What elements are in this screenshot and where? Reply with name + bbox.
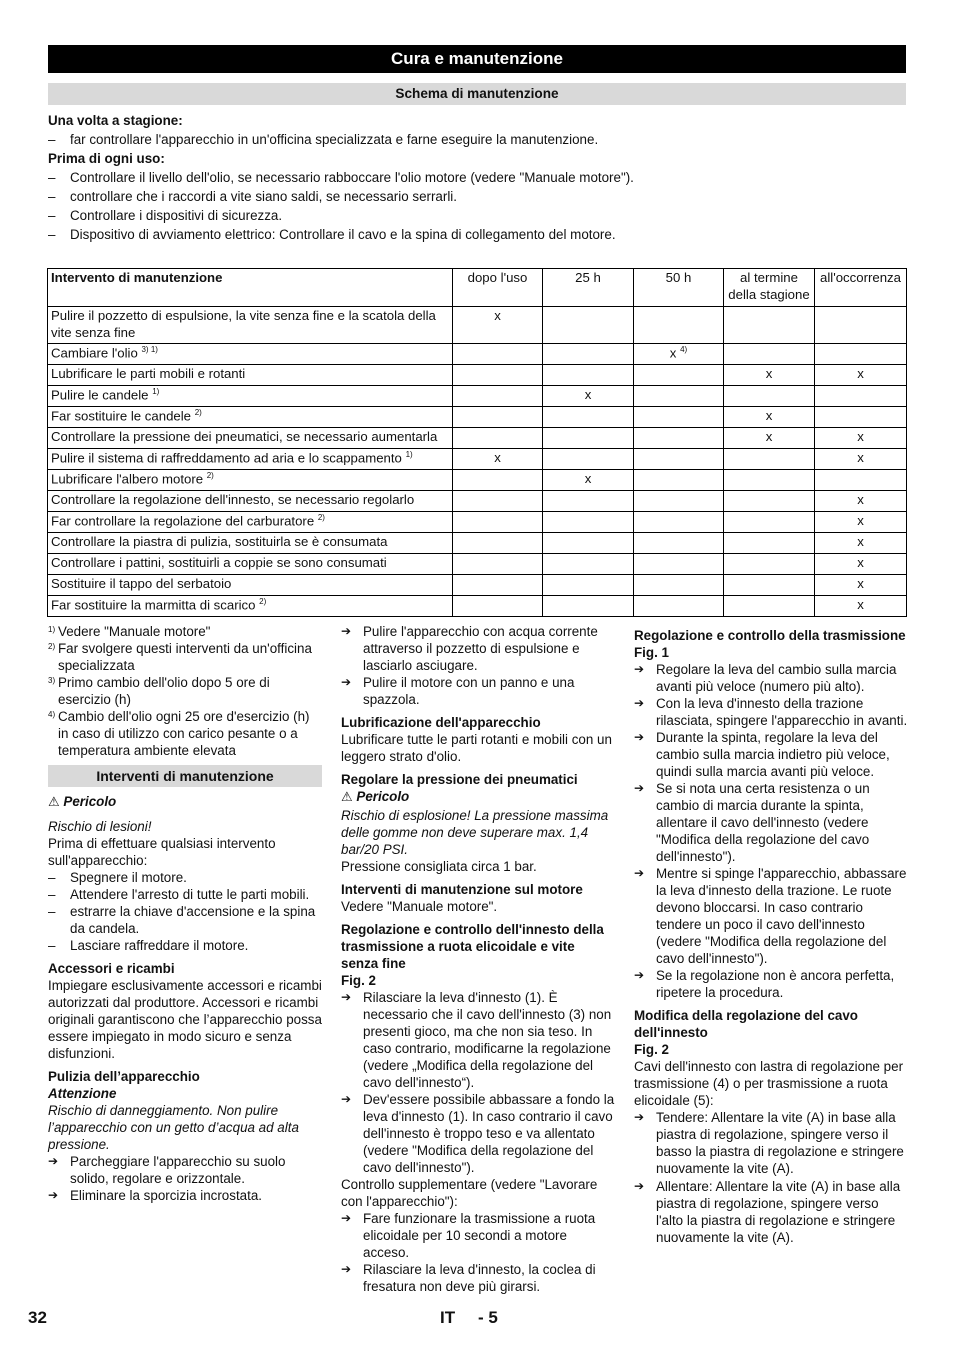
table-cell-mark: x	[815, 553, 907, 574]
table-cell-mark	[543, 532, 634, 553]
table-row	[48, 490, 907, 511]
table-cell-mark: x	[543, 469, 634, 490]
table-cell-task: Controllare la regolazione dell'innesto, se necessario regolarlo	[48, 490, 453, 511]
table-row	[48, 553, 907, 574]
step-item: ➔ Pulire l'apparecchio con acqua corrente attraverso il pozzetto di espulsione e lasciarlo asciugare.	[341, 623, 615, 674]
table-cell-mark	[724, 343, 815, 364]
table-cell-mark	[815, 343, 907, 364]
before-item: – Controllare i dispositivi di sicurezza.	[48, 206, 908, 225]
table-cell-mark: x	[815, 364, 907, 385]
table-cell-mark	[724, 511, 815, 532]
table-cell-mark	[815, 406, 907, 427]
table-cell-mark	[543, 307, 634, 344]
table-cell-mark: x	[815, 511, 907, 532]
modifica-text: Cavi dell'innesto con lastra di regolazione per trasmissione (4) o per trasmissione a ruota elicoidale (5):	[634, 1059, 904, 1109]
accessori-text: Impiegare esclusivamente accessori e ricambi autorizzati dal produttore. Accessori e ricambi originali garantiscono che l’apparecchio possa essere impiegato in modo sicuro e senza disfunzioni.	[48, 977, 322, 1061]
table-cell-task: Controllare la pressione dei pneumatici, se necessario aumentarla	[48, 427, 453, 448]
step-item: ➔ Pulire il motore con un panno e una spazzola.	[341, 674, 615, 708]
table-cell-mark: x	[724, 364, 815, 385]
page-subnumber: - 5	[478, 1308, 498, 1327]
table-cell-mark: x	[453, 307, 543, 344]
table-cell-mark	[453, 574, 543, 595]
pressione-text: Pressione consigliata circa 1 bar.	[341, 858, 537, 874]
table-cell-mark	[453, 469, 543, 490]
step-item: ➔ Allentare: Allentare la vite (A) in base alla piastra di regolazione, spingere verso l'alto la piastra di regolazione e stringere nuovamente la vite (A).	[634, 1178, 908, 1246]
table-cell-mark	[634, 448, 724, 469]
table-cell-mark	[724, 469, 815, 490]
table-cell-task: Lubrificare le parti mobili e rotanti	[48, 364, 453, 385]
table-cell-mark	[453, 343, 543, 364]
table-cell-mark	[724, 307, 815, 344]
table-cell-mark	[543, 343, 634, 364]
table-cell-mark	[634, 406, 724, 427]
table-cell-mark	[634, 385, 724, 406]
table-cell-task: Lubrificare l'albero motore $^{2)}$	[48, 469, 453, 490]
table-cell-mark	[724, 532, 815, 553]
table-cell-task: Pulire il pozzetto di espulsione, la vite senza fine e la scatola della vite senza fine	[48, 307, 453, 344]
table-cell-task: Far sostituire la marmitta di scarico $^{2)}$	[48, 595, 453, 616]
table-cell-mark	[634, 427, 724, 448]
table-cell-mark	[724, 553, 815, 574]
table-cell-mark	[453, 553, 543, 574]
step-item: ➔ Tendere: Allentare la vite (A) in base alla piastra di regolazione, spingere verso il basso la piastra di regolazione e stringere nuovamente la vite (A).	[634, 1109, 908, 1177]
step-item: ➔ Se la regolazione non è ancora perfetta, ripetere la procedura.	[634, 967, 908, 1001]
table-cell-mark	[634, 307, 724, 344]
trasmissione-heading: Regolazione e controllo della trasmissione	[634, 628, 906, 643]
table-header: 25 h	[543, 269, 634, 307]
list-item: – estrarre la chiave d'accensione e la spina da candela.	[48, 903, 322, 937]
footnote: 1) Vedere "Manuale motore"	[48, 624, 211, 639]
table-cell-mark	[634, 553, 724, 574]
step-item: ➔ Durante la spinta, regolare la leva del cambio sulla marcia indietro più veloce, quindi sulla marcia avanti più veloce.	[634, 729, 908, 780]
language-code: IT	[440, 1308, 456, 1327]
table-cell-mark	[453, 427, 543, 448]
table-cell-mark	[634, 511, 724, 532]
maintenance-table	[47, 268, 907, 617]
table-row	[48, 448, 907, 469]
table-cell-mark: x	[453, 448, 543, 469]
before-item: – Dispositivo di avviamento elettrico: Controllare il cavo e la spina di collegamento del motore.	[48, 225, 908, 244]
table-cell-mark	[724, 595, 815, 616]
footnote: 3) Primo cambio dell'olio dopo 5 ore di esercizio (h)	[48, 675, 270, 708]
table-cell-mark	[543, 427, 634, 448]
motore-text: Vedere "Manuale motore".	[341, 898, 498, 914]
list-item: – Spegnere il motore.	[48, 869, 322, 886]
before-heading: Prima di ogni uso:	[48, 151, 165, 166]
table-cell-mark	[543, 574, 634, 595]
fig-label: Fig. 2	[634, 1042, 669, 1058]
danger-note: ⚠ Pericolo	[341, 789, 410, 806]
table-row	[48, 595, 907, 616]
table-row	[48, 307, 907, 344]
before-item: – controllare che i raccordi a vite siano saldi, se necessario serrarli.	[48, 187, 908, 206]
table-cell-mark	[543, 448, 634, 469]
intro	[48, 111, 908, 244]
table-cell-mark	[724, 574, 815, 595]
table-header: 50 h	[634, 269, 724, 307]
table-cell-task: Far controllare la regolazione del carburatore $^{2)}$	[48, 511, 453, 532]
table-cell-task: Controllare la piastra di pulizia, sostituirla se è consumata	[48, 532, 453, 553]
table-cell-mark	[453, 385, 543, 406]
motore-heading: Interventi di manutenzione sul motore	[341, 881, 583, 897]
table-cell-mark: x	[815, 574, 907, 595]
table-cell-mark	[634, 532, 724, 553]
table-cell-task: Pulire il sistema di raffreddamento ad aria e lo scappamento $^{1)}$	[48, 448, 453, 469]
step-item: ➔ Con la leva d'innesto della trazione rilasciata, spingere l'apparecchio in avanti.	[634, 695, 908, 729]
table-header: dopo l'uso	[453, 269, 543, 307]
page-number: 32	[28, 1308, 47, 1327]
danger-intro: Prima di effettuare qualsiasi intervento sull'apparecchio:	[48, 835, 276, 868]
table-cell-mark: x	[724, 427, 815, 448]
table-header: Intervento di manutenzione	[48, 269, 453, 307]
step-item: ➔ Rilasciare la leva d'innesto, la coclea di fresatura non deve più girarsi.	[341, 1261, 615, 1295]
maintenance-table-wrap	[47, 268, 907, 617]
page-title: Cura e manutenzione	[48, 45, 906, 73]
table-row	[48, 574, 907, 595]
table-cell-mark	[543, 553, 634, 574]
table-cell-mark	[543, 406, 634, 427]
column-2	[341, 623, 615, 1295]
table-cell-mark	[815, 307, 907, 344]
lubrificazione-heading: Lubrificazione dell'apparecchio	[341, 715, 541, 731]
table-cell-mark	[543, 364, 634, 385]
step-item: ➔ Dev'essere possibile abbassare a fondo la leva d'innesto (1). In caso contrario il cavo dell'innesto è troppo teso e va allentato (vedere "Modifica della regolazione del cavo dell'innesto").	[341, 1091, 615, 1176]
table-cell-mark	[634, 364, 724, 385]
table-row	[48, 427, 907, 448]
table-cell-mark: x	[815, 595, 907, 616]
table-cell-task: Cambiare l'olio $^{3) 1)}$	[48, 343, 453, 364]
table-cell-mark	[543, 511, 634, 532]
table-row	[48, 532, 907, 553]
table-cell-mark: x	[543, 385, 634, 406]
table-cell-mark	[815, 469, 907, 490]
table-cell-mark	[634, 595, 724, 616]
table-cell-mark	[724, 490, 815, 511]
table-cell-mark	[453, 595, 543, 616]
table-cell-mark	[815, 385, 907, 406]
table-header: all'occorrenza	[815, 269, 907, 307]
season-item: – far controllare l'apparecchio in un'officina specializzata e farne eseguire la manutenzione.	[48, 130, 908, 149]
table-cell-task: Pulire le candele $^{1)}$	[48, 385, 453, 406]
step-item: ➔ Se si nota una certa resistenza o un cambio di marcia durante la spinta, allentare il cavo dell'innesto (vedere "Modifica della regolazione del cavo dell'innesto").	[634, 780, 908, 865]
table-cell-mark	[634, 469, 724, 490]
table-cell-mark	[453, 364, 543, 385]
table-cell-mark	[634, 490, 724, 511]
table-cell-mark	[724, 448, 815, 469]
table-cell-task: Controllare i pattini, sostituirli a coppie se sono consumati	[48, 553, 453, 574]
step-item: ➔ Rilasciare la leva d'innesto (1). È necessario che il cavo dell'innesto (3) non presenti gioco, ma che non sia teso. In caso contrario, modificarne la regolazione (vedere „Modifica della regolazione del cavo dell'innesto“).	[341, 989, 615, 1091]
danger-text: Rischio di lesioni!	[48, 818, 152, 834]
table-row	[48, 343, 907, 364]
season-heading: Una volta a stagione:	[48, 113, 183, 128]
table-cell-task: Sostituire il tappo del serbatoio	[48, 574, 453, 595]
table-row	[48, 364, 907, 385]
warning-icon: ⚠	[341, 790, 353, 806]
list-item: – Attendere l'arresto di tutte le parti mobili.	[48, 886, 322, 903]
fig-label: Fig. 1	[634, 645, 669, 661]
table-cell-mark: x	[815, 490, 907, 511]
attention-text: Rischio di danneggiamento. Non pulire l’apparecchio con un getto d’acqua ad alta pressione.	[48, 1102, 299, 1152]
footnote: 4) Cambio dell'olio ogni 25 ore d'esercizio (h) in caso di utilizzo con carico pesante o a temperatura ambiente elevata	[48, 709, 310, 759]
lubrificazione-text: Lubrificare tutte le parti rotanti e mobili con un leggero strato d'olio.	[341, 732, 612, 765]
section-title-interventi: Interventi di manutenzione	[48, 765, 322, 787]
table-cell-mark	[453, 532, 543, 553]
table-cell-mark	[453, 490, 543, 511]
modifica-heading: Modifica della regolazione del cavo dell'innesto	[634, 1008, 858, 1041]
danger-text: Rischio di esplosione! La pressione massima delle gomme non deve superare max. 1,4 bar/20 PSI.	[341, 807, 609, 857]
table-header: al termine della stagione	[724, 269, 815, 307]
column-3	[634, 627, 908, 1246]
regolazione-heading: Regolazione e controllo dell'innesto della trasmissione a ruota elicoidale e vite senza fine	[341, 921, 604, 971]
table-cell-task: Far sostituire le candele $^{2)}$	[48, 406, 453, 427]
step-item: ➔ Parcheggiare l'apparecchio su suolo solido, regolare e orizzontale.	[48, 1153, 322, 1187]
step-item: ➔ Mentre si spinge l'apparecchio, abbassare la leva d'innesto della trazione. Le ruote devono bloccarsi. In caso contrario tendere un poco il cavo dell'innesto (vedere "Modifica della regolazione del cavo dell'innesto").	[634, 865, 908, 967]
table-cell-mark	[724, 385, 815, 406]
table-cell-mark: x $^{4)}$	[634, 343, 724, 364]
attention-label: Attenzione	[48, 1085, 117, 1101]
list-item: – Lasciare raffreddare il motore.	[48, 937, 322, 954]
table-row	[48, 406, 907, 427]
fig-label: Fig. 2	[341, 972, 376, 988]
table-cell-mark	[543, 595, 634, 616]
warning-icon: ⚠	[48, 795, 60, 811]
pulizia-heading: Pulizia dell’apparecchio	[48, 1068, 200, 1084]
table-cell-mark: x	[724, 406, 815, 427]
table-row	[48, 385, 907, 406]
danger-note: ⚠ Pericolo	[48, 794, 117, 811]
table-row	[48, 469, 907, 490]
table-cell-mark: x	[815, 427, 907, 448]
table-cell-mark	[634, 574, 724, 595]
table-cell-mark	[453, 511, 543, 532]
step-item: ➔ Eliminare la sporcizia incrostata.	[48, 1187, 322, 1204]
table-cell-mark	[453, 406, 543, 427]
section-title-schema: Schema di manutenzione	[48, 83, 906, 105]
step-item: ➔ Fare funzionare la trasmissione a ruota elicoidale per 10 secondi a motore acceso.	[341, 1210, 615, 1261]
extra-text: Controllo supplementare (vedere "Lavorare con l'apparecchio"):	[341, 1176, 598, 1209]
pressione-heading: Regolare la pressione dei pneumatici	[341, 772, 578, 788]
table-row	[48, 511, 907, 532]
before-item: – Controllare il livello dell'olio, se necessario rabboccare l'olio motore (vedere "Manuale motore").	[48, 168, 908, 187]
step-item: ➔ Regolare la leva del cambio sulla marcia avanti più veloce (numero più alto).	[634, 661, 908, 695]
table-cell-mark	[543, 490, 634, 511]
column-1	[48, 623, 322, 1204]
table-cell-mark: x	[815, 532, 907, 553]
footnote: 2) Far svolgere questi interventi da un'officina specializzata	[48, 641, 312, 674]
accessori-heading: Accessori e ricambi	[48, 960, 175, 976]
table-cell-mark: x	[815, 448, 907, 469]
